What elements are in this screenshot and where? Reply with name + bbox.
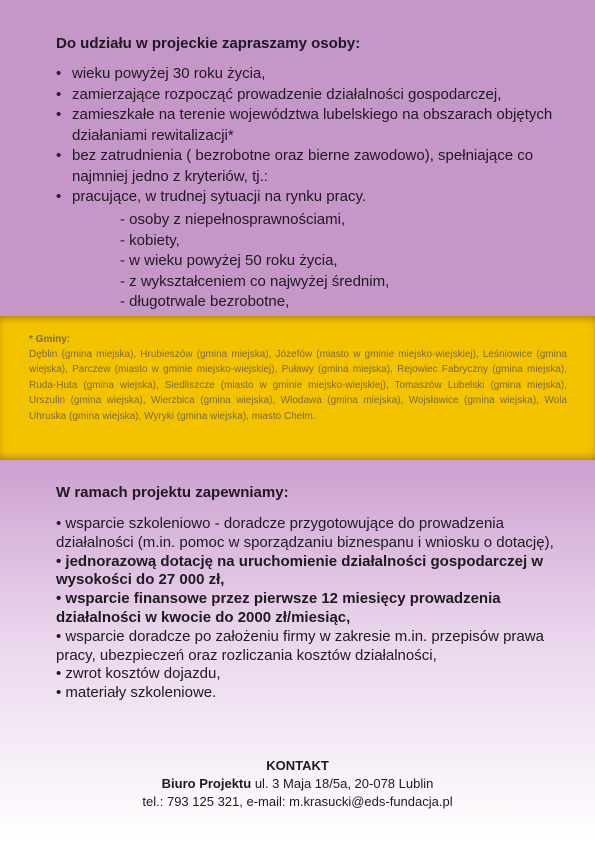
gminy-title: * Gminy: bbox=[29, 334, 71, 345]
contact-title: KONTAKT bbox=[266, 758, 329, 773]
list-item: • wsparcie finansowe przez pierwsze 12 miesięcy prowadzenia działalności w kwocie do 2000 zł/miesiąc, bbox=[56, 590, 501, 626]
criteria-item: - osoby z niepełnosprawnościami, bbox=[120, 211, 346, 228]
office-address: ul. 3 Maja 18/5a, 20-078 Lublin bbox=[251, 776, 434, 791]
bullet-icon: • bbox=[56, 147, 62, 164]
list-item: • zamieszkałe na terenie województwa lubelskiego na obszarach objętych działaniami rewitalizacji* bbox=[56, 106, 553, 144]
participants-section bbox=[0, 0, 595, 316]
list-item: • bez zatrudnienia ( bezrobotne oraz bierne zawodowo), spełniające co najmniej jedno z kryteriów, tj.: - osoby z niepełnosprawnościami, - kobiety, - w wieku powyżej 50 roku życia, - z wykształceniem co najwyżej średnim, - długotrwale bezrobotne, bbox=[54, 146, 554, 187]
list-item: • wieku powyżej 30 roku życia, bbox=[54, 64, 554, 85]
participants-list bbox=[54, 64, 554, 310]
contact-address-line bbox=[0, 775, 595, 793]
criteria-item: - długotrwale bezrobotne, bbox=[120, 293, 290, 310]
criteria-item: - z wykształceniem co najwyżej średnim, bbox=[120, 272, 390, 290]
criteria-item: - kobiety, bbox=[120, 231, 180, 249]
contact-block bbox=[0, 757, 595, 811]
offer-list bbox=[56, 515, 566, 703]
bullet-icon: • bbox=[56, 85, 62, 103]
participants-title: Do udziału w projeckie zapraszamy osoby: bbox=[56, 35, 361, 52]
offer-title: W ramach projektu zapewniamy: bbox=[56, 484, 289, 501]
list-item: • zamierzające rozpocząć prowadzenie działalności gospodarczej, bbox=[54, 85, 554, 106]
gminy-text: Dęblin (gmina miejska), Hrubieszów (gmina miejska), Józefów (miasto w gminie miejsko-wiejskiej), Leśniowice (gmina wiejska), Parczew (miasto w gminie miejsko-wiejskiej), Puławy (gmina miejska), Rejowiec Fabryczny (gmina miejska), Ruda-Huta (gmina wiejska), Siedliszcze (miasto w gminie miejsko-wiejskiej), Tomaszów Lubelski (gmina miejska), Urszulin (gmina wiejska), Wierzbica (gmina wiejska), Włodawa (gmina miejska), Wojsławice (gmina wiejska), Wola Uhruska (gmina wiejska), Wyryki (gmina wiejska), miasto Chełm. bbox=[29, 349, 567, 422]
criteria-item: - w wieku powyżej 50 roku życia, bbox=[120, 252, 338, 269]
list-item: • materiały szkoleniowe. bbox=[56, 684, 217, 702]
bullet-icon: • bbox=[56, 106, 62, 123]
criteria-list bbox=[120, 210, 595, 313]
list-item: • zwrot kosztów dojazdu, bbox=[56, 665, 221, 683]
bullet-icon: • bbox=[56, 65, 62, 82]
list-item: • pracujące, w trudnej sytuacji na rynku pracy. bbox=[54, 187, 554, 208]
contact-phone-email: tel.: 793 125 321, e-mail: m.krasucki@eds-fundacja.pl bbox=[142, 794, 453, 809]
list-item: • wsparcie szkoleniowo - doradcze przygotowujące do prowadzenia działalności (m.in. pomoc w sporządzaniu biznespanu i wniosku o dotację), bbox=[56, 515, 554, 551]
list-item: • jednorazową dotację na uruchomienie działalności gospodarczej w wysokości do 27 000 zł, bbox=[56, 552, 544, 589]
bullet-icon: • bbox=[56, 188, 62, 205]
office-label: Biuro Projektu bbox=[161, 776, 252, 791]
list-item: • wsparcie doradcze po założeniu firmy w zakresie m.in. przepisów prawa pracy, ubezpieczeń oraz rozliczania kosztów działalności, bbox=[56, 627, 544, 664]
